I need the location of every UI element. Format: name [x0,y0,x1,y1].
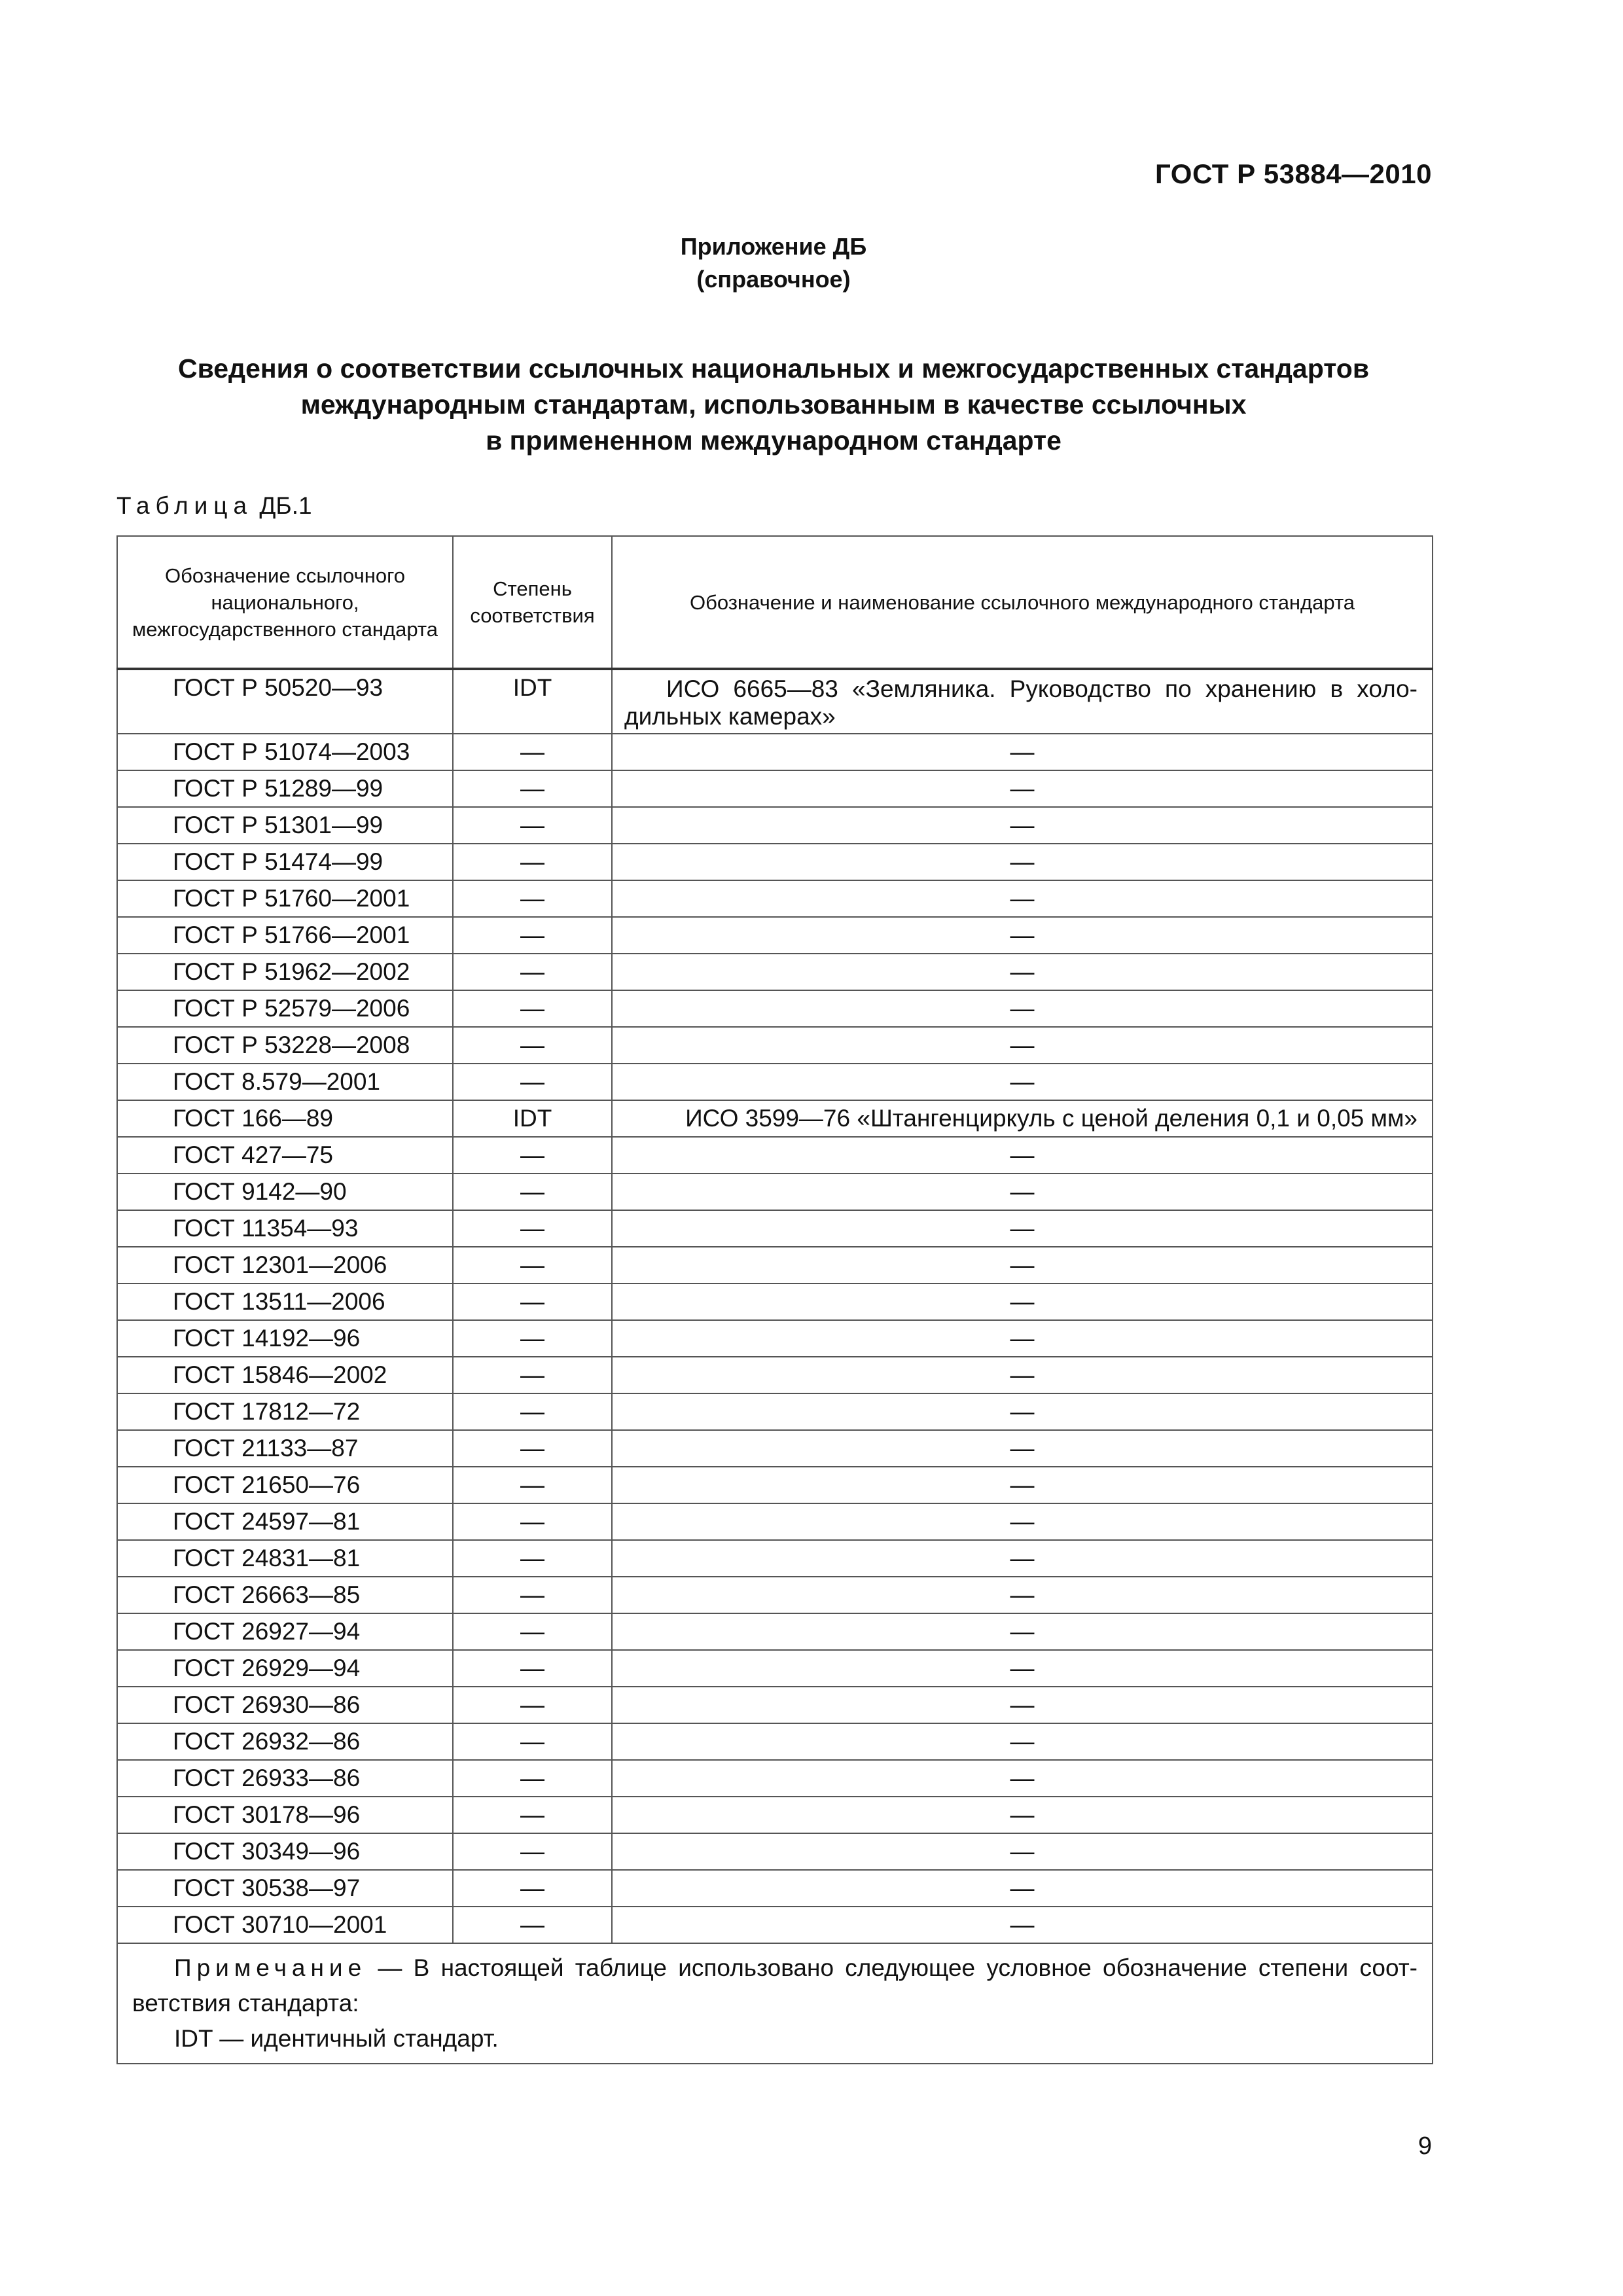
international-standard-cell: — [612,1577,1433,1613]
table-row [117,1540,1433,1577]
degree-cell: — [453,1503,612,1540]
degree-cell: — [453,1687,612,1723]
header-degree: Степень соответствия [453,536,612,669]
national-standard-cell: ГОСТ Р 50520—93 [117,669,453,734]
national-standard-cell: ГОСТ Р 51301—99 [117,807,453,844]
table-row [117,807,1433,844]
degree-cell: — [453,1907,612,1943]
national-standard-cell: ГОСТ 30349—96 [117,1833,453,1870]
degree-cell: — [453,1723,612,1760]
table-row [117,917,1433,954]
table-row [117,1393,1433,1430]
national-standard-cell: ГОСТ 26933—86 [117,1760,453,1797]
international-standard-cell: ИСО 6665—83 «Земляника. Руководство по хранению в холо-дильных камерах» [612,669,1433,734]
table-row [117,1503,1433,1540]
degree-cell: — [453,880,612,917]
national-standard-cell: ГОСТ 26927—94 [117,1613,453,1650]
degree-cell: — [453,1577,612,1613]
international-standard-cell: — [612,1064,1433,1100]
degree-cell: — [453,1797,612,1833]
table-caption [116,492,312,520]
national-standard-cell: ГОСТ 9142—90 [117,1174,453,1210]
international-standard-cell: — [612,1283,1433,1320]
table-row [117,1723,1433,1760]
standards-table [116,535,1433,2064]
international-standard-cell: — [612,844,1433,880]
note-definition: IDT — идентичный стандарт. [174,2025,499,2052]
page-title [0,351,1547,459]
international-standard-cell: — [612,917,1433,954]
national-standard-cell: ГОСТ 24597—81 [117,1503,453,1540]
national-standard-cell: ГОСТ 12301—2006 [117,1247,453,1283]
international-standard-cell: — [612,1503,1433,1540]
national-standard-cell: ГОСТ 30178—96 [117,1797,453,1833]
table-row [117,1210,1433,1247]
international-standard-cell: — [612,990,1433,1027]
national-standard-cell: ГОСТ Р 51474—99 [117,844,453,880]
degree-cell: — [453,990,612,1027]
degree-cell: — [453,1760,612,1797]
degree-cell: — [453,770,612,807]
table-header-row [117,536,1433,669]
national-standard-cell: ГОСТ Р 51760—2001 [117,880,453,917]
table-row [117,954,1433,990]
international-standard-cell: ИСО 3599—76 «Штангенциркуль с ценой деления 0,1 и 0,05 мм» [612,1100,1433,1137]
national-standard-cell: ГОСТ Р 51289—99 [117,770,453,807]
page-number: 9 [1418,2132,1432,2160]
table-row [117,1870,1433,1907]
international-standard-cell: — [612,1320,1433,1357]
international-standard-cell: — [612,1797,1433,1833]
degree-cell: — [453,1210,612,1247]
table-row [117,1650,1433,1687]
national-standard-cell: ГОСТ 26932—86 [117,1723,453,1760]
table-row [117,1137,1433,1174]
table-row [117,1064,1433,1100]
degree-cell: IDT [453,1100,612,1137]
header-national-standard: Обозначение ссылочного национального, межгосударственного стандарта [117,536,453,669]
table-row [117,1907,1433,1943]
international-standard-cell: — [612,770,1433,807]
table-row [117,1100,1433,1137]
note-label: Примечание [174,1954,367,1981]
national-standard-cell: ГОСТ Р 52579—2006 [117,990,453,1027]
appendix-subtitle: (справочное) [696,266,851,293]
table-row [117,1430,1433,1467]
table-row [117,1613,1433,1650]
title-line-3: в примененном международном стандарте [486,425,1061,456]
title-line-2: международным стандартам, использованным в качестве ссылочных [300,389,1247,420]
national-standard-cell: ГОСТ 427—75 [117,1137,453,1174]
degree-cell: — [453,807,612,844]
table-row [117,1283,1433,1320]
table-row [117,1577,1433,1613]
international-standard-cell: — [612,1137,1433,1174]
international-standard-cell: — [612,954,1433,990]
international-standard-cell: — [612,880,1433,917]
title-line-1: Сведения о соответствии ссылочных национальных и межгосударственных стандартов [177,353,1370,384]
international-standard-cell: — [612,1760,1433,1797]
table-row [117,990,1433,1027]
international-standard-cell: — [612,1247,1433,1283]
national-standard-cell: ГОСТ 30538—97 [117,1870,453,1907]
national-standard-cell: ГОСТ 14192—96 [117,1320,453,1357]
national-standard-cell: ГОСТ Р 51962—2002 [117,954,453,990]
international-standard-cell: — [612,1907,1433,1943]
table-caption-number: ДБ.1 [259,492,312,519]
national-standard-cell: ГОСТ Р 51074—2003 [117,734,453,770]
degree-cell: — [453,1870,612,1907]
international-standard-cell: — [612,1540,1433,1577]
international-standard-cell: — [612,1687,1433,1723]
national-standard-cell: ГОСТ 11354—93 [117,1210,453,1247]
table-row [117,734,1433,770]
international-standard-cell: — [612,1870,1433,1907]
international-standard-cell: — [612,1613,1433,1650]
international-standard-cell: — [612,1393,1433,1430]
note-text: — В настоящей таблице использовано следующее условное обозначение степени соот-ветствия стандарта: [132,1954,1418,2017]
degree-cell: — [453,1027,612,1064]
international-standard-cell: — [612,1723,1433,1760]
international-standard-cell: — [612,1430,1433,1467]
degree-cell: — [453,844,612,880]
national-standard-cell: ГОСТ 26930—86 [117,1687,453,1723]
degree-cell: — [453,1283,612,1320]
table-row [117,1027,1433,1064]
degree-cell: — [453,1650,612,1687]
national-standard-cell: ГОСТ Р 53228—2008 [117,1027,453,1064]
table-row [117,1467,1433,1503]
international-standard-cell: — [612,1833,1433,1870]
degree-cell: — [453,1613,612,1650]
international-standard-cell: — [612,1174,1433,1210]
national-standard-cell: ГОСТ 26663—85 [117,1577,453,1613]
table-row [117,1174,1433,1210]
table-row [117,1357,1433,1393]
international-standard-cell: — [612,807,1433,844]
table-row [117,1797,1433,1833]
table-row [117,1760,1433,1797]
international-standard-cell: — [612,1357,1433,1393]
national-standard-cell: ГОСТ 17812—72 [117,1393,453,1430]
appendix-title: Приложение ДБ [680,233,867,260]
degree-cell: — [453,1137,612,1174]
degree-cell: — [453,1467,612,1503]
degree-cell: IDT [453,669,612,734]
table-row [117,1687,1433,1723]
degree-cell: — [453,1247,612,1283]
degree-cell: — [453,917,612,954]
appendix-heading [0,230,1547,296]
table-row [117,1320,1433,1357]
national-standard-cell: ГОСТ 166—89 [117,1100,453,1137]
degree-cell: — [453,734,612,770]
table-note-row [117,1943,1433,2064]
degree-cell: — [453,1064,612,1100]
table-note [117,1943,1433,2064]
international-standard-cell: — [612,1467,1433,1503]
national-standard-cell: ГОСТ 8.579—2001 [117,1064,453,1100]
national-standard-cell: ГОСТ Р 51766—2001 [117,917,453,954]
national-standard-cell: ГОСТ 21650—76 [117,1467,453,1503]
header-international-standard: Обозначение и наименование ссылочного международного стандарта [612,536,1433,669]
national-standard-cell: ГОСТ 24831—81 [117,1540,453,1577]
international-standard-cell: — [612,734,1433,770]
international-standard-cell: — [612,1210,1433,1247]
table-row [117,844,1433,880]
table-row [117,1833,1433,1870]
document-number: ГОСТ Р 53884—2010 [1155,158,1432,189]
degree-cell: — [453,1320,612,1357]
degree-cell: — [453,1174,612,1210]
national-standard-cell: ГОСТ 26929—94 [117,1650,453,1687]
degree-cell: — [453,1540,612,1577]
national-standard-cell: ГОСТ 15846—2002 [117,1357,453,1393]
table-row [117,770,1433,807]
degree-cell: — [453,1393,612,1430]
national-standard-cell: ГОСТ 30710—2001 [117,1907,453,1943]
table-caption-word: Таблица [116,492,253,519]
table-row [117,669,1433,734]
national-standard-cell: ГОСТ 21133—87 [117,1430,453,1467]
table-row [117,880,1433,917]
national-standard-cell: ГОСТ 13511—2006 [117,1283,453,1320]
international-standard-cell: — [612,1650,1433,1687]
degree-cell: — [453,1833,612,1870]
international-standard-cell: — [612,1027,1433,1064]
degree-cell: — [453,1357,612,1393]
table-row [117,1247,1433,1283]
degree-cell: — [453,954,612,990]
degree-cell: — [453,1430,612,1467]
